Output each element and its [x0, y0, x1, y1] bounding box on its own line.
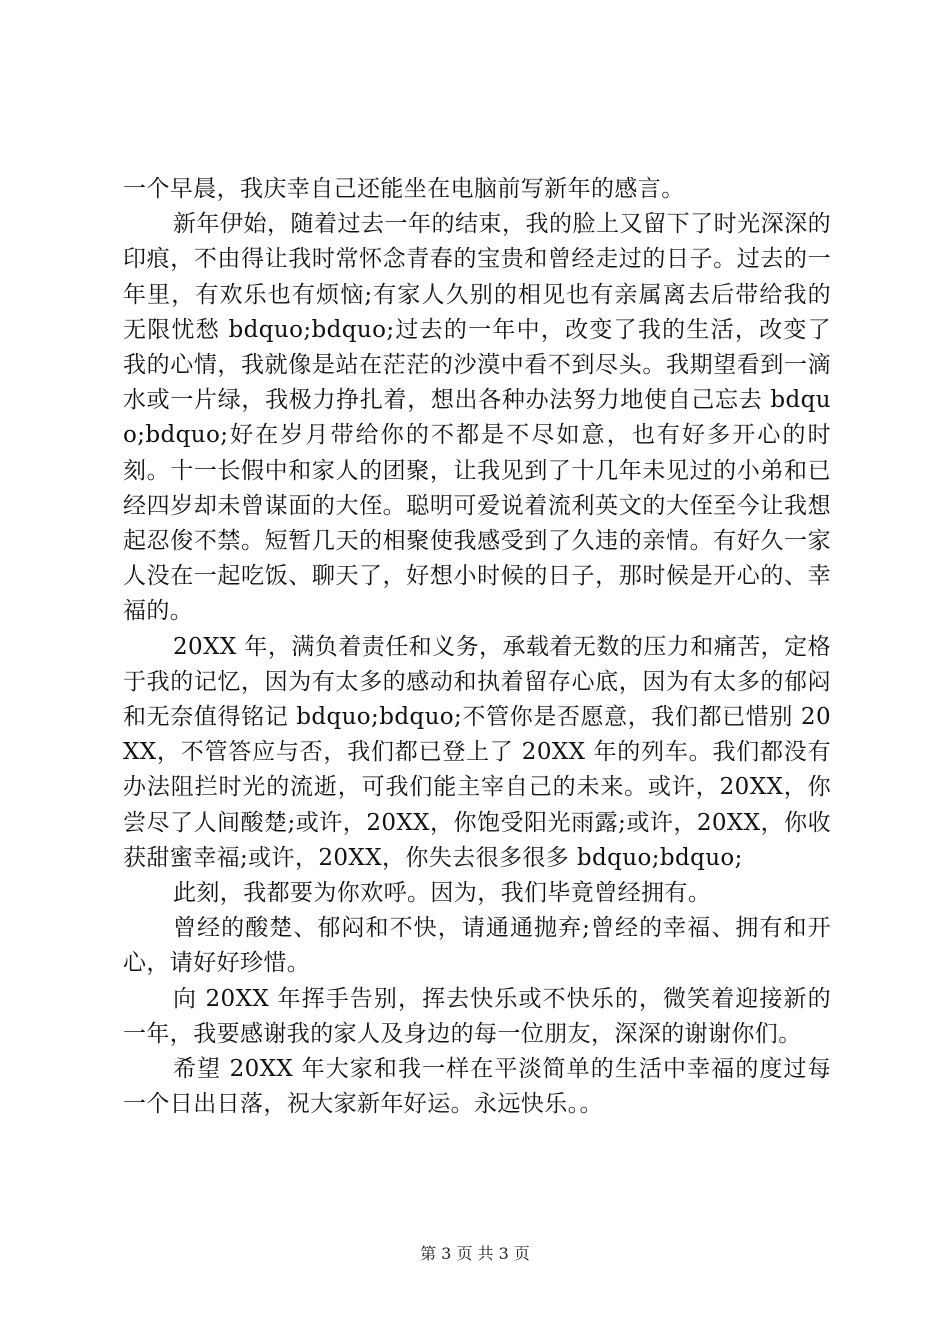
paragraph-7: 希望 20XX 年大家和我一样在平淡简单的生活中幸福的度过每一个日出日落，祝大家新年好运。永远快乐。。	[123, 1056, 831, 1118]
document-body	[123, 172, 831, 1122]
page-number-footer: 第 3 页 共 3 页	[420, 1244, 530, 1263]
paragraph-2: 新年伊始，随着过去一年的结束，我的脸上又留下了时光深深的印痕，不由得让我时常怀念青春的宝贵和曾经走过的日子。过去的一年里，有欢乐也有烦恼;有家人久别的相见也有亲属离去后带给我的无限忧愁 bdquo;bdquo;过去的一年中，改变了我的生活，改变了我的心情，我就像是站在茫茫的沙漠中看不到尽头。我期望看到一滴水或一片绿，我极力挣扎着，想出各种办法努力地使自己忘去 bdquo;bdquo;好在岁月带给你的不都是不尽如意，也有好多开心的时刻。十一长假中和家人的团聚，让我见到了十几年未见过的小弟和已经四岁却未曾谋面的大侄。聪明可爱说着流利英文的大侄至今让我想起忍俊不禁。短暂几天的相聚使我感受到了久违的亲情。有好久一家人没在一起吃饭、聊天了，好想小时候的日子，那时候是开心的、幸福的。	[123, 211, 831, 625]
paragraph-5: 曾经的酸楚、郁闷和不快，请通通抛弃;曾经的幸福、拥有和开心，请好好珍惜。	[123, 915, 831, 977]
paragraph-4: 此刻，我都要为你欢呼。因为，我们毕竟曾经拥有。	[173, 880, 712, 907]
paragraph-6: 向 20XX 年挥手告别，挥去快乐或不快乐的，微笑着迎接新的一年，我要感谢我的家人及身边的每一位朋友，深深的谢谢你们。	[123, 985, 831, 1047]
paragraph-3: 20XX 年，满负着责任和义务，承载着无数的压力和痛苦，定格于我的记忆，因为有太多的感动和执着留存心底，因为有太多的郁闷和无奈值得铭记 bdquo;bdquo;不管你是否愿意，我们都已惜别 20XX，不管答应与否，我们都已登上了 20XX 年的列车。我们都没有办法阻拦时光的流逝，可我们能主宰自己的未来。或许，20XX，你尝尽了人间酸楚;或许，20XX，你饱受阳光雨露;或许，20XX，你收获甜蜜幸福;或许，20XX，你失去很多很多 bdquo;bdquo;	[123, 633, 831, 871]
paragraph-1: 一个早晨，我庆幸自己还能坐在电脑前写新年的感言。	[123, 176, 685, 202]
